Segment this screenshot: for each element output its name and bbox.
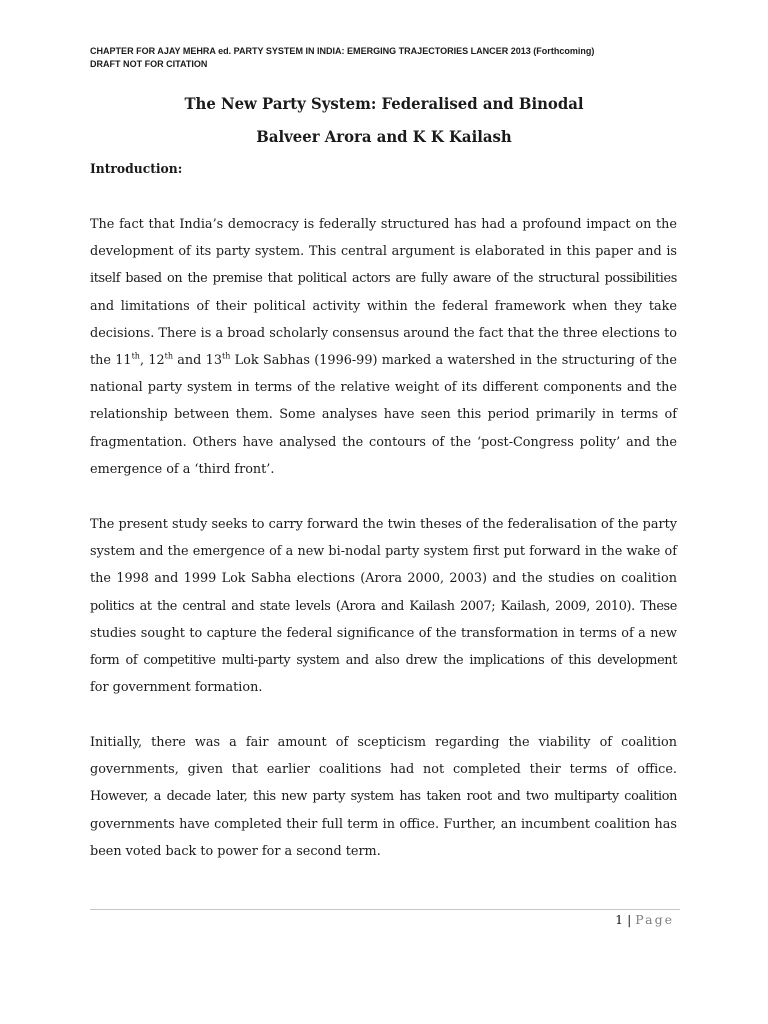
page-number-value: 1 (615, 912, 624, 927)
ordinal-suffix-3: th (221, 351, 231, 361)
paragraph-2-line-4: politics at the central and state levels (Arora and Kailash 2007; Kailash, 2009, 2010). These (90, 598, 677, 614)
paragraph-1-line-9: fragmentation. Others have analysed the contours of the ‘post-Congress polity’ and the (90, 434, 677, 450)
paragraph-1 (90, 211, 677, 483)
paragraph-2 (90, 511, 677, 701)
paragraph-2-line-6: form of competitive multi-party system and also drew the implications of this development (90, 652, 677, 668)
paragraph-1-line-6 (90, 347, 677, 374)
line-6-part-d: Lok Sabhas (1996-99) marked a watershed in the structuring of the (230, 352, 677, 368)
paragraph-1-line-8: relationship between them. Some analyses have seen this period primarily in terms of (90, 407, 677, 423)
paragraph-2-line-7: for government formation. (90, 680, 263, 696)
document-title: The New Party System: Federalised and Binodal (184, 94, 584, 113)
section-heading: Introduction: (90, 161, 183, 177)
paragraph-1-line-10: emergence of a ‘third front’. (90, 461, 275, 477)
line-6-part-b: , 12 (139, 352, 165, 368)
paragraph-3-line-4: governments have completed their full term in office. Further, an incumbent coalition has (90, 816, 677, 832)
paragraph-3 (90, 729, 677, 865)
line-6-part-a: the 11 (90, 352, 132, 368)
page-number (615, 912, 674, 927)
running-header-line-2: DRAFT NOT FOR CITATION (90, 59, 208, 70)
paragraph-2-line-1: The present study seeks to carry forward the twin theses of the federalisation of the party (90, 517, 677, 532)
paragraph-1-line-4: and limitations of their political activity within the federal framework when they take (90, 298, 677, 314)
paragraph-3-line-2: governments, given that earlier coalitions had not completed their terms of office. (90, 762, 677, 778)
running-header (90, 45, 594, 71)
paragraph-1-line-2: development of its party system. This central argument is elaborated in this paper and is (90, 244, 677, 260)
paragraph-1-line-3: itself based on the premise that political actors are fully aware of the structural possibilities (90, 271, 677, 287)
document-authors: Balveer Arora and K K Kailash (256, 127, 512, 146)
ordinal-suffix-2: th (164, 351, 173, 361)
line-6-part-c: and 13 (172, 352, 222, 368)
paragraph-3-line-1: Initially, there was a fair amount of scepticism regarding the viability of coalition (90, 735, 677, 750)
paragraph-1-line-5: decisions. There is a broad scholarly consensus around the fact that the three elections to (90, 325, 677, 341)
page-number-separator: | (627, 912, 632, 927)
paragraph-2-line-3: the 1998 and 1999 Lok Sabha elections (Arora 2000, 2003) and the studies on coalition (90, 571, 677, 587)
paragraph-2-line-2: system and the emergence of a new bi-nodal party system first put forward in the wake of (90, 544, 677, 560)
footer-divider (90, 909, 680, 910)
paragraph-2-line-5: studies sought to capture the federal significance of the transformation in terms of a new (90, 625, 677, 641)
running-header-line-1: CHAPTER FOR AJAY MEHRA ed. PARTY SYSTEM IN INDIA: EMERGING TRAJECTORIES LANCER 2013 (Forthcoming) (90, 46, 595, 57)
page-number-label: Page (635, 912, 674, 927)
ordinal-suffix-1: th (131, 351, 140, 361)
paragraph-3-line-3: However, a decade later, this new party system has taken root and two multiparty coalition (90, 789, 677, 805)
paragraph-3-line-5: been voted back to power for a second term. (90, 843, 381, 859)
paragraph-1-line-7: national party system in terms of the relative weight of its different components and the (90, 380, 677, 396)
paragraph-1-line-1: The fact that India’s democracy is federally structured has had a profound impact on the (90, 217, 677, 232)
